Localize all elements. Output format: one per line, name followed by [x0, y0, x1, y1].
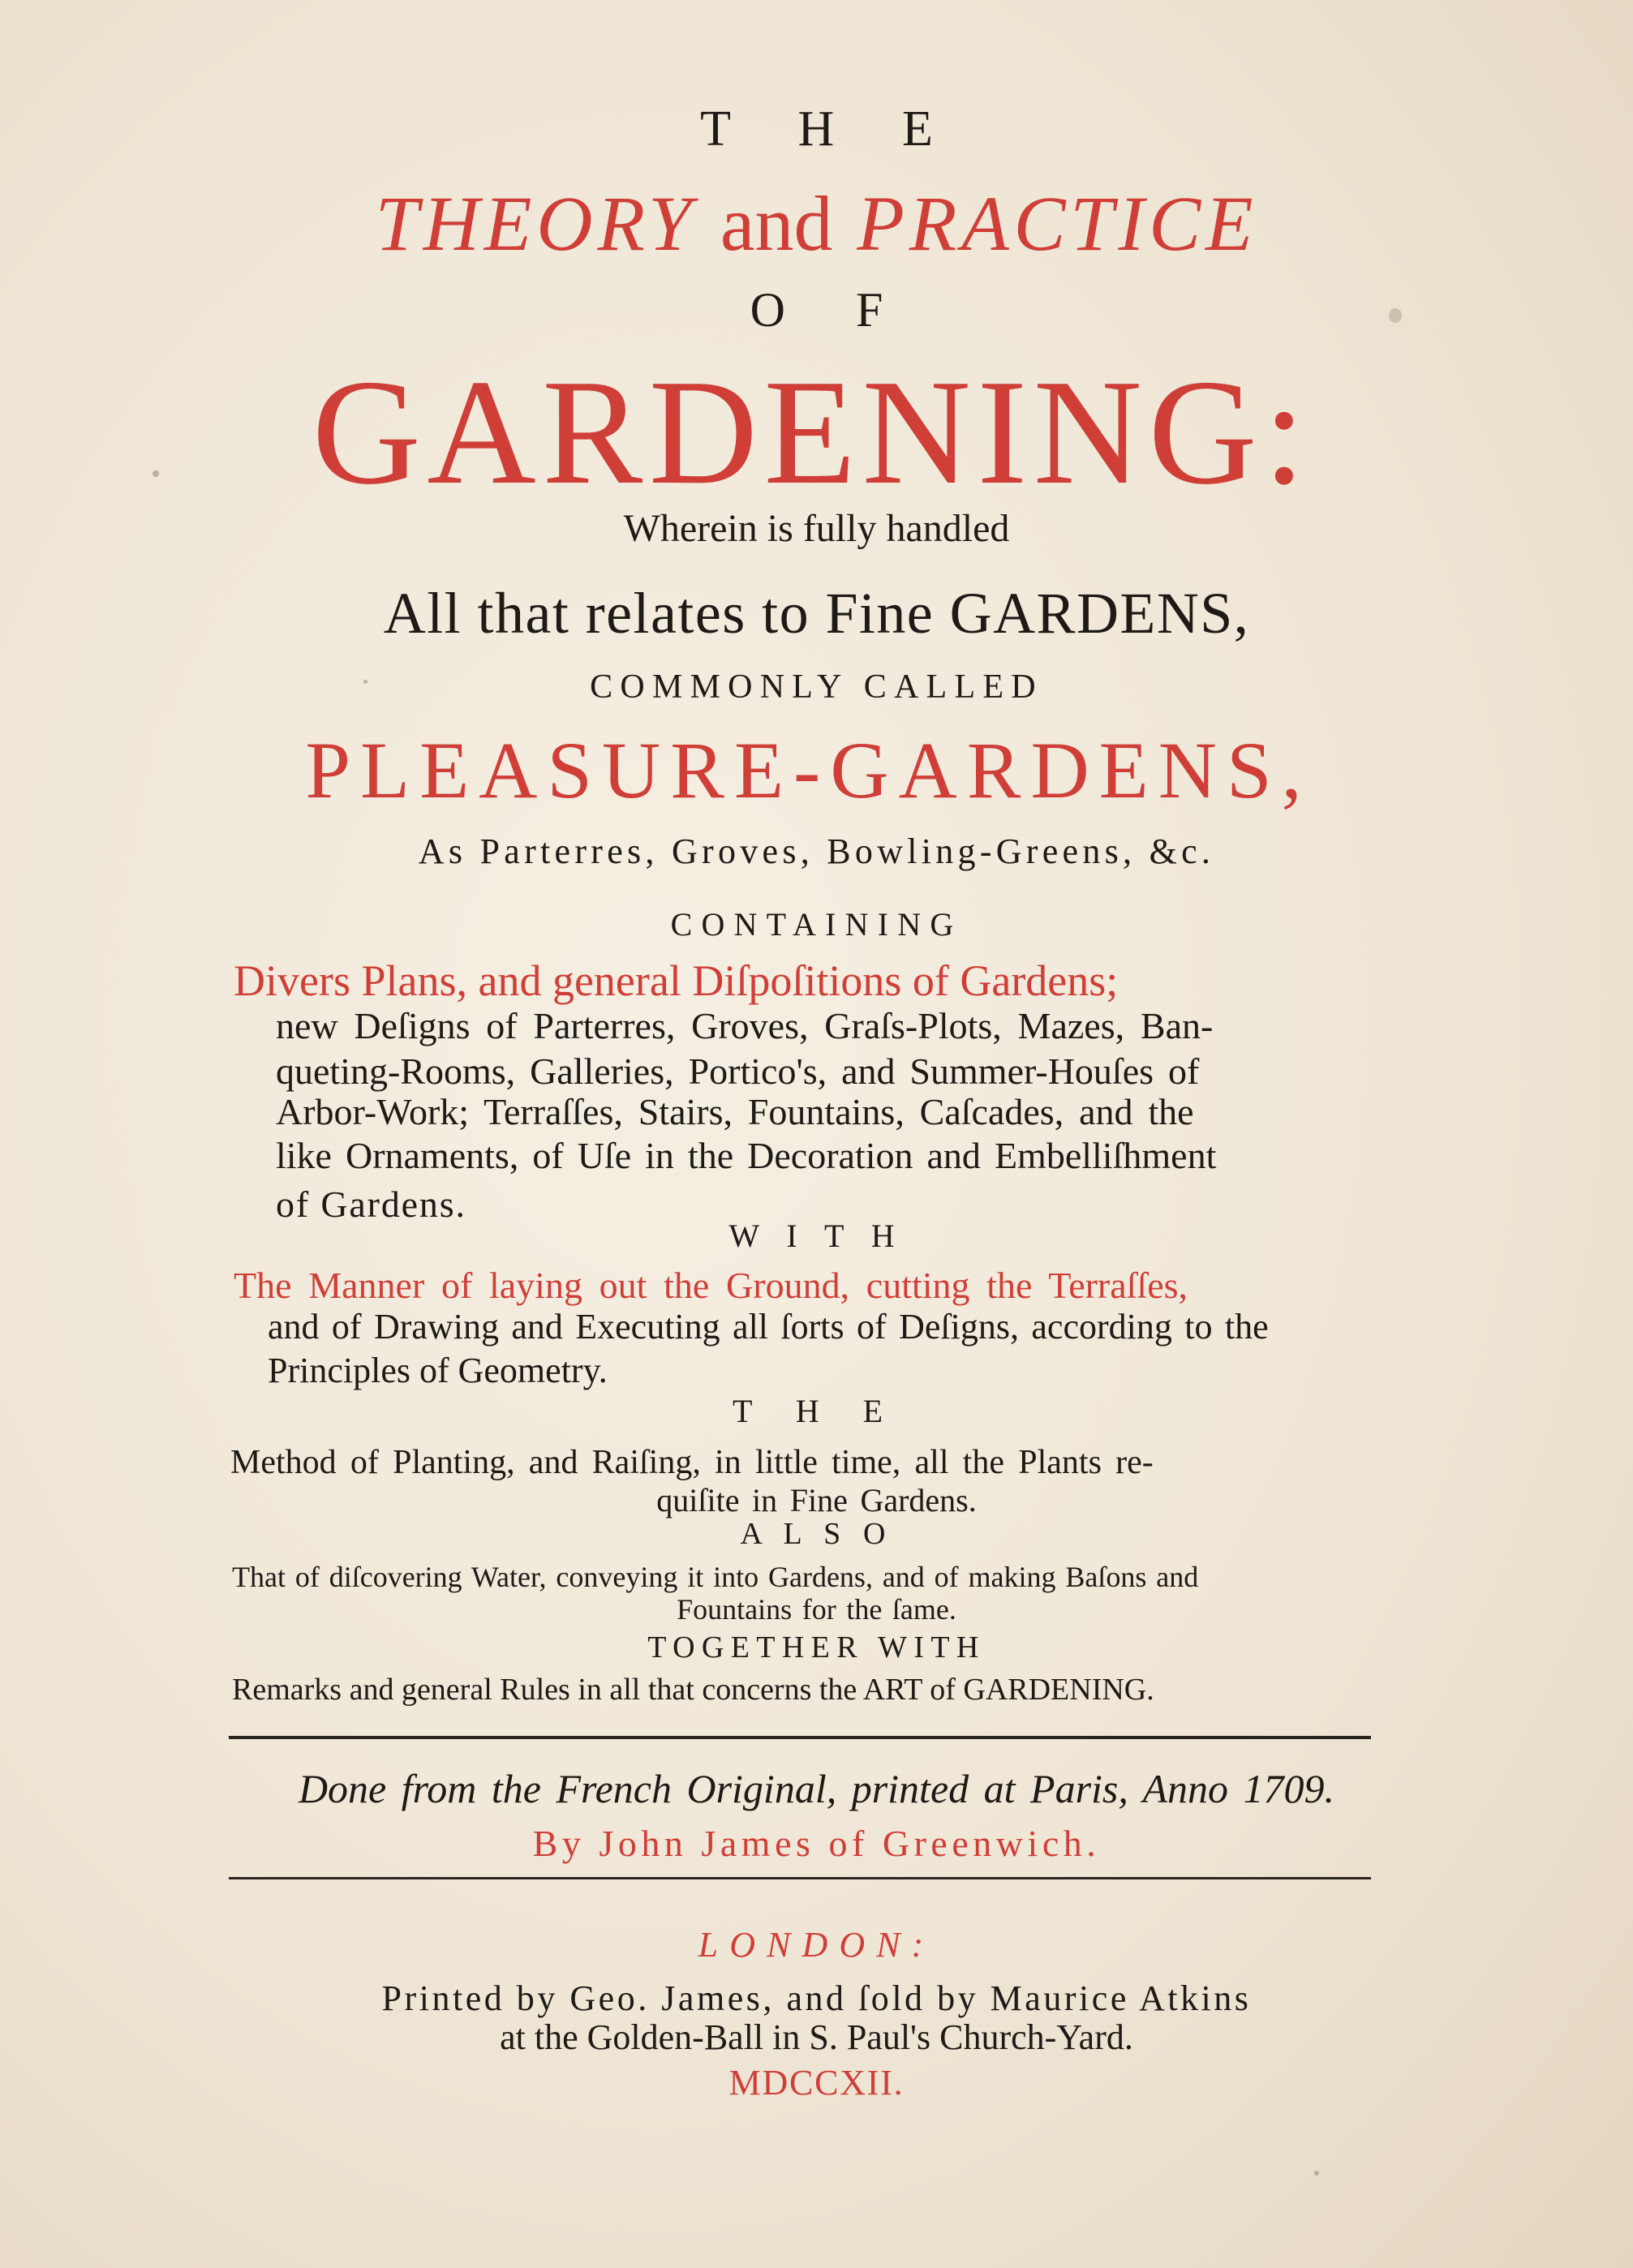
text-at-the: at the Golden-Ball in S. Paul's Church-Yard. [500, 2017, 1133, 2057]
text-by-john-james: By John James of Greenwich. [532, 1823, 1101, 1864]
title-practice: PRACTICE [857, 180, 1258, 267]
text-method-line: quiſite in Fine Gardens. [656, 1482, 977, 1518]
text-designs-line: like Ornaments, of Uſe in the Decoration and Embelliſhment [276, 1135, 1217, 1176]
heading-the-2: T H E [732, 1393, 901, 1429]
text-manner-line: Principles of Geometry. [268, 1351, 608, 1390]
heading-the: T H E [700, 101, 960, 157]
heading-containing: CONTAINING [670, 906, 963, 943]
title-gardening: GARDENING: [312, 349, 1312, 516]
divider-top [229, 1736, 1371, 1739]
text-done-from: Done from the French Original, printed at Paris, Anno 1709. [298, 1766, 1335, 1811]
text-london: LONDON: [698, 1925, 935, 1965]
text-water-line: Fountains for the ſame. [677, 1593, 956, 1626]
text-divers-plans: Divers Plans, and general Diſpoſitions of Gardens; [234, 956, 1119, 1005]
text-designs-line: queting-Rooms, Galleries, Portico's, and Summer-Houſes of [276, 1050, 1200, 1092]
text-designs-line: new Deſigns of Parterres, Groves, Graſs-Plots, Mazes, Ban- [276, 1005, 1214, 1046]
heading-also: A L S O [740, 1517, 893, 1551]
text-manner-line: and of Drawing and Executing all ſorts of Deſigns, according to the [268, 1307, 1269, 1347]
subtitle-as-parterres: As Parterres, Groves, Bowling-Greens, &c. [418, 831, 1215, 871]
heading-of: O F [750, 283, 913, 337]
text-water-line: That of diſcovering Water, conveying it into Gardens, and of making Baſons and [232, 1561, 1199, 1593]
subtitle-wherein: Wherein is fully handled [623, 507, 1010, 550]
text-manner-line: The Manner of laying out the Ground, cutting the Terraſſes, [234, 1265, 1188, 1306]
title-theory-and-practice [0, 180, 1633, 267]
title-theory: THEORY [375, 180, 697, 267]
text-designs-line: of Gardens. [276, 1183, 466, 1225]
subtitle-commonly-called: COMMONLY CALLED [590, 668, 1043, 706]
heading-with: W I T H [728, 1218, 905, 1254]
title-pleasure-gardens: PLEASURE-GARDENS, [305, 725, 1312, 815]
text-method-line: Method of Planting, and Raiſing, in little time, all the Plants re- [230, 1444, 1154, 1481]
title-and: and [720, 180, 833, 267]
heading-together-with: TOGETHER WITH [647, 1630, 986, 1664]
divider-bottom [229, 1877, 1371, 1879]
subtitle-all-that: All that relates to Fine GARDENS, [383, 581, 1250, 646]
paper-blemish [1314, 2171, 1319, 2176]
text-printed-by: Printed by Geo. James, and ſold by Maurice Atkins [381, 1978, 1252, 2018]
text-designs-line: Arbor-Work; Terraſſes, Stairs, Fountains, Caſcades, and the [276, 1091, 1194, 1132]
text-date: MDCCXII. [728, 2063, 905, 2103]
text-remarks: Remarks and general Rules in all that concerns the ART of GARDENING. [232, 1673, 1154, 1707]
